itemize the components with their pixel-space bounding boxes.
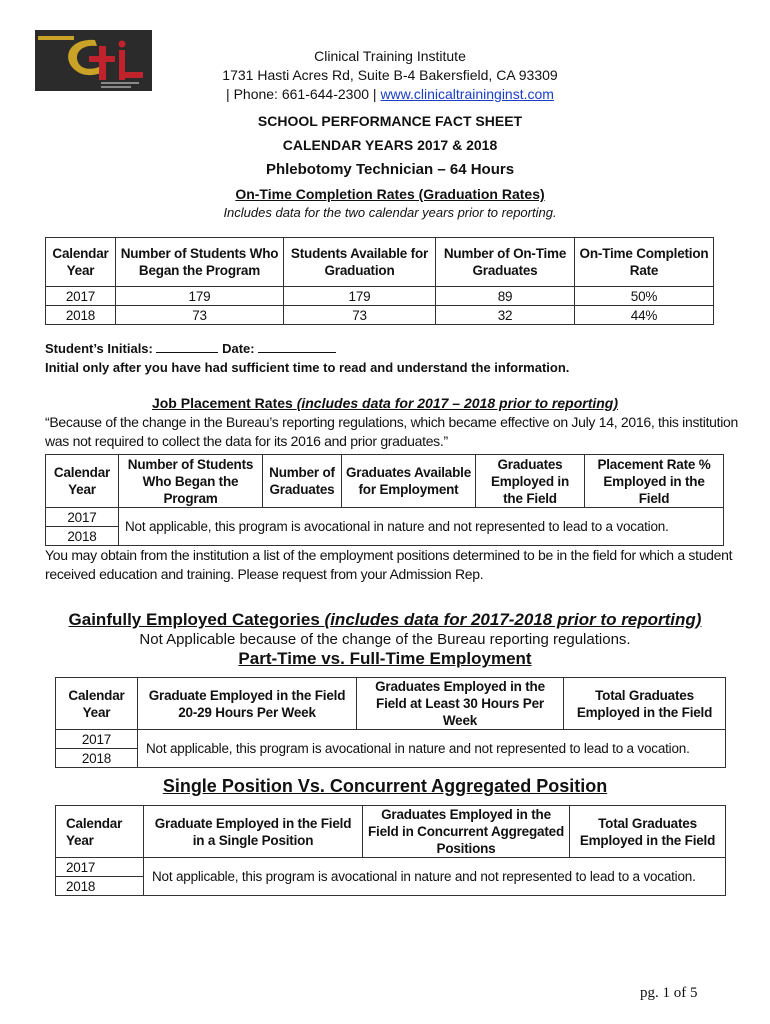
year-cell: 2018: [56, 877, 144, 896]
cell: 73: [284, 306, 436, 325]
cell: 179: [116, 287, 284, 306]
col-header: Graduate Employed in the Field in a Single Position: [144, 806, 363, 858]
single-table: [55, 805, 726, 896]
parttime-heading: Part-Time vs. Full-Time Employment: [238, 649, 532, 668]
na-cell: Not applicable, this program is avocational in nature and not represented to lead to a vocation.: [138, 730, 726, 768]
na-cell: Not applicable, this program is avocational in nature and not represented to lead to a vocation.: [144, 858, 726, 896]
table-row: [46, 287, 714, 306]
col-header: Graduates Employed in the Field at Least 30 Hours Per Week: [357, 678, 564, 730]
doc-title: SCHOOL PERFORMANCE FACT SHEET: [257, 113, 523, 129]
col-header: Graduate Employed in the Field 20-29 Hours Per Week: [138, 678, 357, 730]
initials-note: Initial only after you have had sufficient time to read and understand the information.: [45, 360, 570, 375]
placement-table: [45, 454, 724, 546]
year-cell: 2017: [46, 508, 119, 527]
col-header: Number of Students Who Began the Program: [116, 238, 284, 287]
cell: 89: [436, 287, 575, 306]
logo: [35, 30, 152, 91]
cell: 32: [436, 306, 575, 325]
col-header: Calendar Year: [56, 678, 138, 730]
gainful-heading-text: Gainfully Employed Categories: [68, 610, 325, 629]
completion-header-row: [46, 238, 714, 287]
na-cell: Not applicable, this program is avocational in nature and not represented to lead to a vocation.: [119, 508, 724, 546]
year-cell: 2017: [56, 730, 138, 749]
single-heading: Single Position Vs. Concurrent Aggregated Position: [162, 776, 608, 796]
initials-line: [45, 340, 336, 356]
col-header: Number of Students Who Began the Program: [119, 455, 263, 508]
placement-footer: You may obtain from the institution a list of the employment positions determined to be in the field for which a student received education and training. Please request from your Admission Rep.: [45, 547, 733, 582]
col-header: On-Time Completion Rate: [575, 238, 714, 287]
col-header: Graduates Employed in the Field in Concurrent Aggregated Positions: [363, 806, 570, 858]
placement-intro: “Because of the change in the Bureau’s reporting regulations, which became effective on July 14, 2016, this institution was not required to collect the data for its 2016 and prior graduates.”: [45, 414, 739, 449]
col-header: Students Available for Graduation: [284, 238, 436, 287]
cell: 179: [284, 287, 436, 306]
completion-heading: On-Time Completion Rates (Graduation Rates): [235, 186, 545, 202]
year-cell: 2017: [56, 858, 144, 877]
org-contact: [170, 86, 610, 102]
col-header: Calendar Year: [46, 238, 116, 287]
date-label: Date:: [222, 341, 255, 356]
table-row: [46, 306, 714, 325]
col-header: Graduates Employed in the Field: [476, 455, 585, 508]
gainful-heading: [60, 610, 710, 630]
completion-subheading: Includes data for the two calendar years prior to reporting.: [223, 205, 557, 220]
initials-field[interactable]: [156, 340, 218, 353]
initials-label: Student’s Initials:: [45, 341, 153, 356]
placement-heading-text: Job Placement Rates: [151, 395, 297, 411]
completion-table: [45, 237, 714, 325]
placement-header-row: [46, 455, 724, 508]
parttime-table: [55, 677, 726, 768]
parttime-header-row: [56, 678, 726, 730]
col-header: Number of Graduates: [263, 455, 342, 508]
date-field[interactable]: [258, 340, 336, 353]
col-header: Placement Rate % Employed in the Field: [585, 455, 724, 508]
program-title: Phlebotomy Technician – 64 Hours: [265, 161, 515, 178]
doc-years: CALENDAR YEARS 2017 & 2018: [282, 137, 498, 153]
gainful-note: Not Applicable because of the change of the Bureau reporting regulations.: [139, 631, 631, 648]
col-header: Calendar Year: [46, 455, 119, 508]
table-row: [56, 730, 726, 749]
phone-text: | Phone: 661-644-2300 |: [226, 86, 377, 102]
single-header-row: [56, 806, 726, 858]
org-name: Clinical Training Institute: [314, 48, 466, 64]
cell: 50%: [575, 287, 714, 306]
page-number: pg. 1 of 5: [640, 985, 698, 1001]
website-link[interactable]: www.clinicaltraininginst.com: [380, 86, 554, 102]
col-header: Graduates Available for Employment: [342, 455, 476, 508]
col-header: Total Graduates Employed in the Field: [564, 678, 726, 730]
cti-logo-graphic: [35, 30, 152, 91]
cell: 44%: [575, 306, 714, 325]
cell: 2018: [46, 306, 116, 325]
table-row: [46, 508, 724, 527]
org-address: 1731 Hasti Acres Rd, Suite B-4 Bakersfield, CA 93309: [222, 67, 558, 83]
year-cell: 2018: [56, 749, 138, 768]
cell: 2017: [46, 287, 116, 306]
placement-heading: [60, 395, 710, 411]
cell: 73: [116, 306, 284, 325]
col-header: Total Graduates Employed in the Field: [570, 806, 726, 858]
col-header: Calendar Year: [56, 806, 144, 858]
placement-heading-italic: (includes data for 2017 – 2018 prior to reporting): [296, 395, 619, 411]
col-header: Number of On-Time Graduates: [436, 238, 575, 287]
year-cell: 2018: [46, 527, 119, 546]
gainful-heading-italic: (includes data for 2017-2018 prior to reporting): [324, 610, 702, 629]
table-row: [56, 858, 726, 877]
